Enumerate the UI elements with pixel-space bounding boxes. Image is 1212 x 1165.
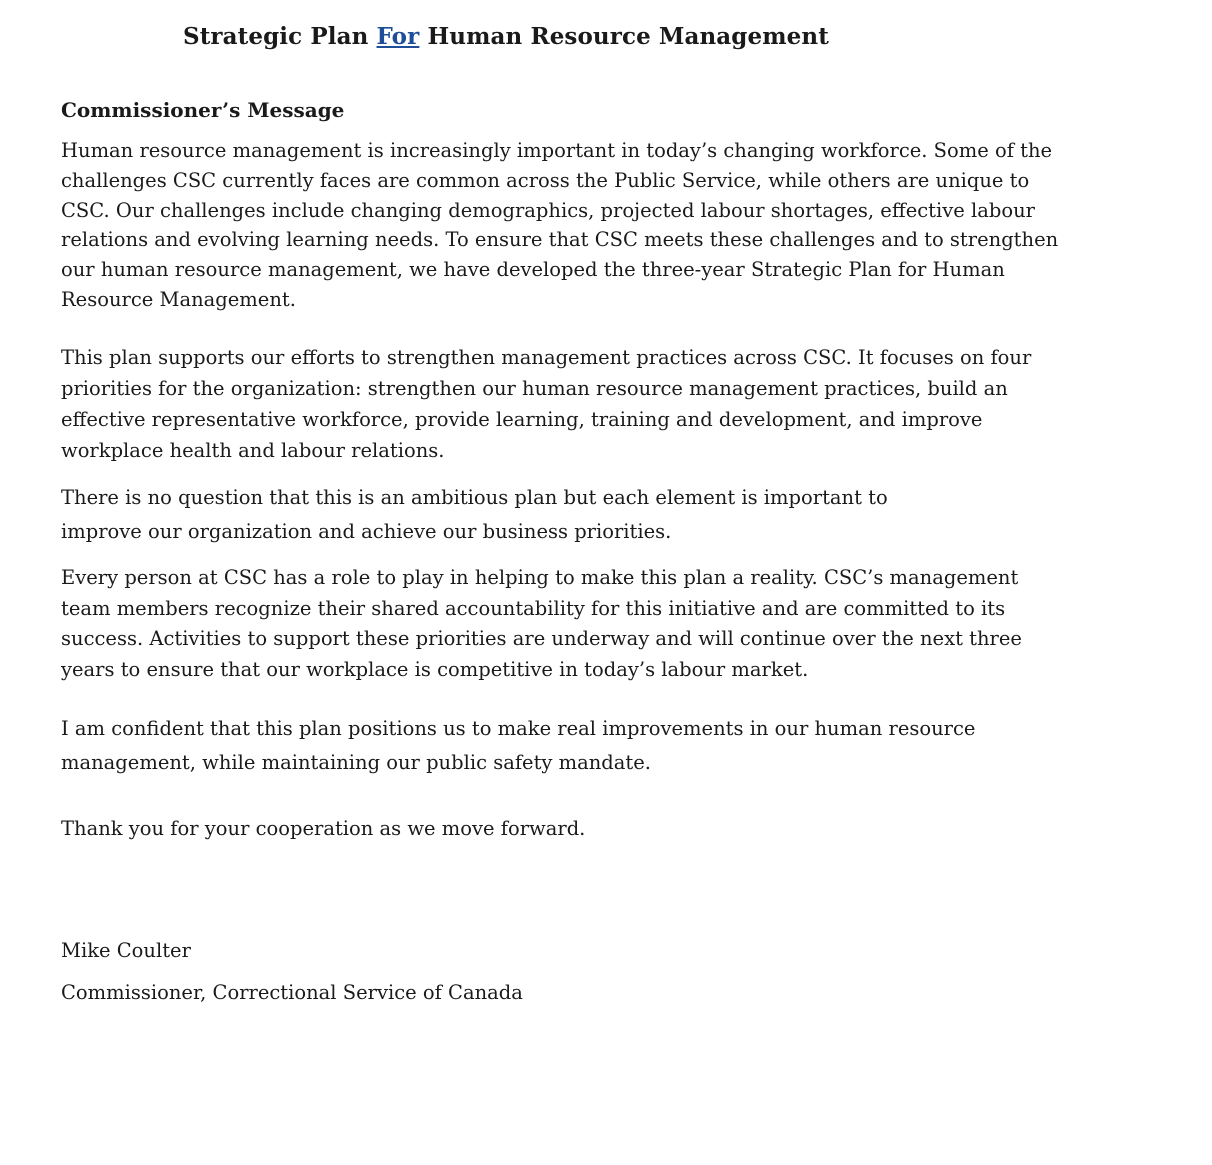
paragraph-line: our human resource management, we have developed the three-year Strategic Plan for Human <box>61 258 1005 282</box>
paragraph-line: Resource Management. <box>61 287 296 311</box>
paragraph-line: Human resource management is increasingly important in today’s changing workforce. Some of the <box>61 139 1053 162</box>
paragraph-line: workplace health and labour relations. <box>61 439 445 462</box>
paragraph-priorities <box>61 342 1031 466</box>
paragraph-every-person <box>61 563 1022 686</box>
paragraph-line: team members recognize their shared accountability for this initiative and are committed to its <box>61 596 1006 620</box>
paragraph-line: improve our organization and achieve our business priorities. <box>61 520 672 543</box>
paragraph-line: relations and evolving learning needs. To ensure that CSC meets these challenges and to strengthen <box>61 228 1059 252</box>
title-text-before: Strategic Plan <box>183 23 377 50</box>
document-title <box>183 23 829 50</box>
paragraph-confident <box>61 712 975 780</box>
paragraph-line: Every person at CSC has a role to play in helping to make this plan a reality. CSC’s management <box>61 566 1019 589</box>
paragraph-line: years to ensure that our workplace is competitive in today’s labour market. <box>61 658 809 682</box>
paragraph-line: priorities for the organization: strengthen our human resource management practices, build an <box>61 377 1008 400</box>
signature-name: Mike Coulter <box>61 939 191 962</box>
paragraph-line: success. Activities to support these priorities are underway and will continue over the next three <box>61 627 1022 651</box>
title-link-for[interactable]: For <box>376 23 420 50</box>
signature-role: Commissioner, Correctional Service of Canada <box>61 981 523 1004</box>
paragraph-thank-you <box>61 814 585 844</box>
paragraph-line: There is no question that this is an ambitious plan but each element is important to <box>61 486 888 509</box>
paragraph-line: I am confident that this plan positions us to make real improvements in our human resource <box>61 717 976 740</box>
paragraph-line: challenges CSC currently faces are common across the Public Service, while others are unique to <box>61 168 1030 192</box>
paragraph-line: This plan supports our efforts to strengthen management practices across CSC. It focuses on four <box>61 346 1032 369</box>
section-heading-commissioners-message: Commissioner’s Message <box>61 98 345 122</box>
paragraph-intro <box>61 136 1058 315</box>
paragraph-ambitious-plan <box>61 481 888 549</box>
paragraph-line: CSC. Our challenges include changing demographics, projected labour shortages, effective labour <box>61 198 1035 222</box>
title-text-after: Human Resource Management <box>419 23 829 50</box>
paragraph-line: management, while maintaining our public safety mandate. <box>61 751 651 774</box>
paragraph-line: effective representative workforce, provide learning, training and development, and improve <box>61 408 983 431</box>
paragraph-line: Thank you for your cooperation as we move forward. <box>61 817 586 840</box>
